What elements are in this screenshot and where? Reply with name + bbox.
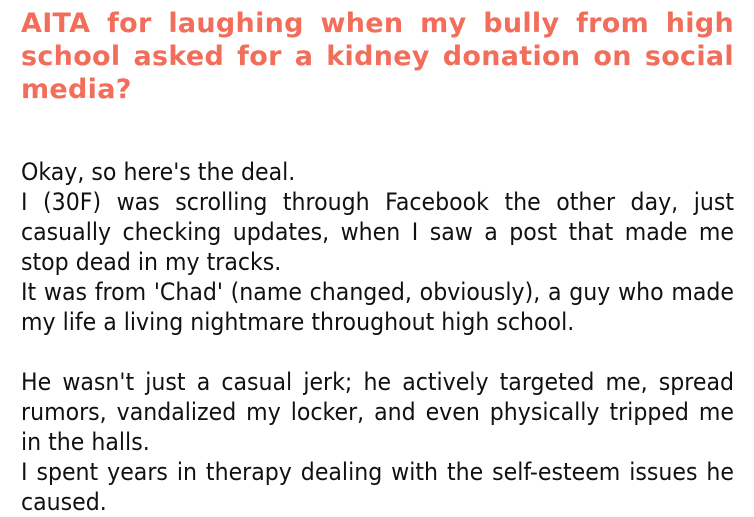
post-title: AITA for laughing when my bully from high school asked for a kidney donation on social media?: [21, 8, 734, 105]
post-paragraph: I (30F) was scrolling through Facebook the other day, just casually checking updates, when I saw a post that made me stop dead in my tracks.: [21, 188, 734, 276]
post-paragraph: Okay, so here's the deal.: [21, 158, 296, 186]
post-paragraph: He wasn't just a casual jerk; he actively targeted me, spread rumors, vandalized my locker, and even physically tripped me in the halls.: [21, 368, 734, 456]
post-paragraph: I spent years in therapy dealing with the self-esteem issues he caused.: [21, 458, 734, 516]
post-body: [21, 157, 734, 517]
post-container: [21, 0, 734, 516]
post-paragraph: It was from 'Chad' (name changed, obviously), a guy who made my life a living nightmare throughout high school.: [21, 278, 734, 336]
